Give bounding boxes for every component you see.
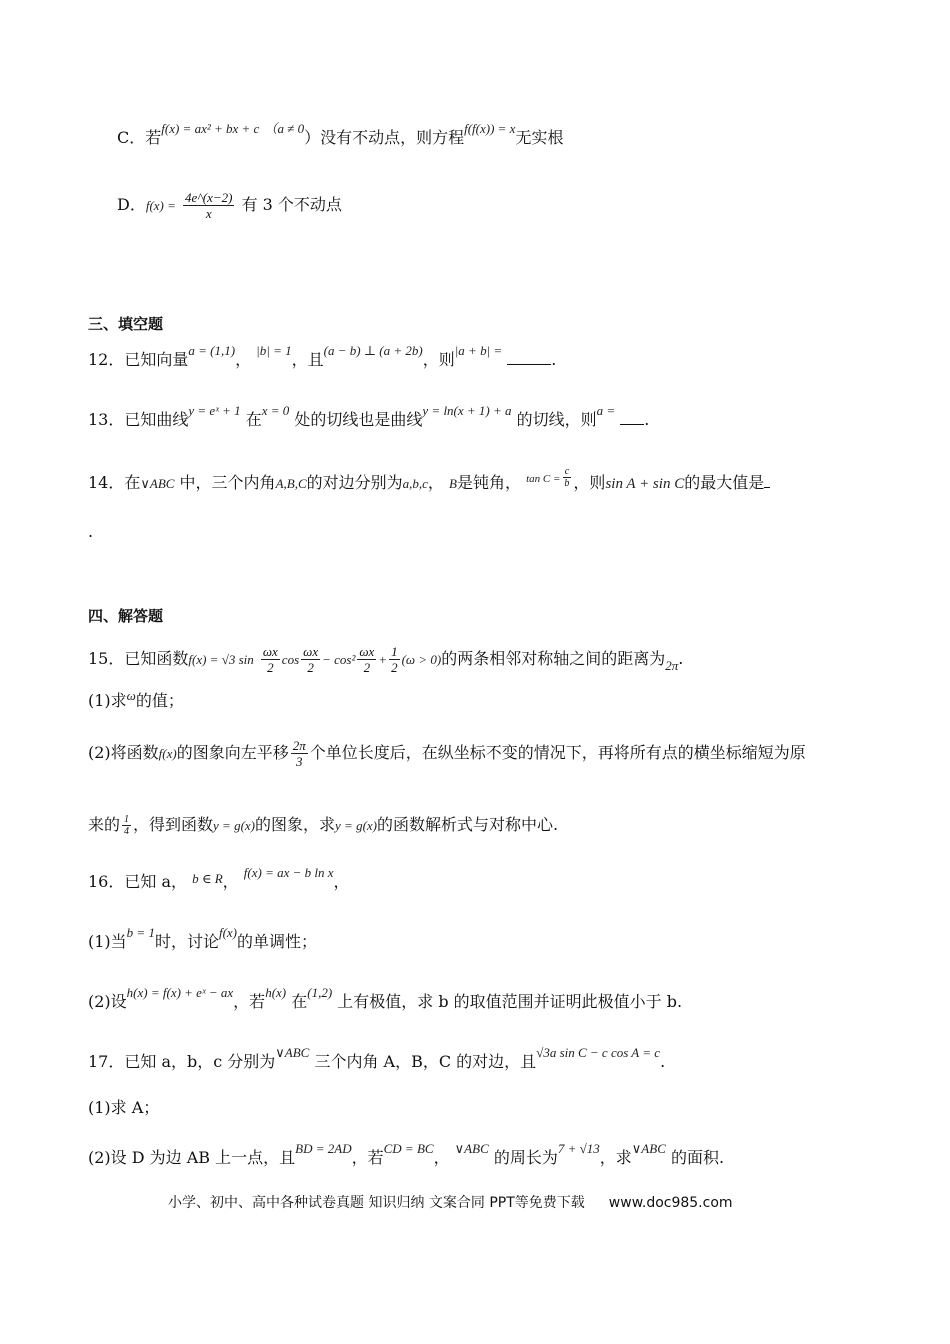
math-b-in-r: b ∈ R [192, 871, 223, 886]
q14-text: ， [427, 473, 444, 492]
q17-p2-text: ，若 [351, 1148, 384, 1167]
q13-text: 在 [245, 410, 262, 429]
math-fraction [389, 644, 400, 675]
math-norm-b: |b| = 1 [256, 343, 292, 358]
math-fx: f(x) [158, 746, 177, 761]
q13-end: . [644, 410, 650, 429]
fraction-denominator: 2 [307, 660, 314, 675]
math-condition: √3a sin C − c cos A = c [536, 1045, 661, 1060]
question-15-part-1 [88, 688, 184, 712]
q15-p1-text: 的值； [135, 691, 184, 710]
q15-p2-text: (2)将函数 [88, 743, 159, 762]
q16-p2-text: (2)设 [88, 992, 127, 1011]
math-perpendicular: (a − b) ⊥ (a + 2b) [323, 343, 423, 358]
option-d-label: D． [117, 195, 146, 214]
math-fraction [261, 644, 280, 675]
math-cos: cos [281, 652, 300, 667]
math-fraction [357, 644, 376, 675]
math-plus: + [378, 652, 388, 667]
footer-url[interactable]: www.doc985.com [608, 1195, 733, 1211]
q12-label: 12．已知向量 [88, 350, 189, 369]
math-sides: a,b,c [402, 476, 428, 491]
q16-text: ， [333, 872, 350, 891]
question-15 [88, 644, 683, 675]
q15-p1-text: (1)求 [88, 691, 127, 710]
math-fx-quadratic: f(x) = ax² + bx + c [161, 121, 260, 136]
math-triangle: ∨ABC [454, 1141, 489, 1156]
q12-end: . [551, 350, 557, 369]
q16-text: ， [222, 872, 239, 891]
fraction-denominator: 4 [124, 826, 130, 837]
math-fraction [291, 738, 308, 769]
q15-p2-text: 个单位长度后，在纵坐标不变的情况下，再将所有点的横坐标缩短为原 [309, 743, 806, 762]
q16-p1-text: (1)当 [88, 932, 127, 951]
math-hx-short: h(x) [265, 985, 287, 1000]
math-triangle: ∨ABC [140, 476, 175, 491]
q14-text: ，则 [573, 473, 606, 492]
math-omega-positive: (ω > 0) [401, 652, 442, 667]
question-17 [88, 1045, 666, 1073]
math-curve-ln: y = ln(x + 1) + a [422, 403, 512, 418]
question-14 [88, 466, 770, 495]
option-c [117, 121, 564, 149]
option-d [117, 190, 342, 221]
fraction-denominator: 3 [295, 754, 303, 769]
q13-label: 13．已知曲线 [88, 410, 189, 429]
math-sin-sum: sin A + sin C [605, 476, 685, 492]
fraction-denominator: x [205, 206, 212, 221]
math-vector-a: a = (1,1) [188, 343, 236, 358]
q16-p2-text: 上有极值，求 b 的取值范围并证明此极值小于 b. [337, 992, 683, 1011]
question-16 [88, 865, 350, 893]
math-curve-exp: y = eˣ + 1 [188, 403, 241, 418]
q15-end: . [678, 649, 684, 668]
section-heading-solve: 四、解答题 [88, 607, 164, 625]
fraction-numerator: c [564, 466, 570, 477]
math-angle-b: B [449, 476, 457, 491]
math-triangle: ∨ABC [631, 1141, 666, 1156]
math-interval: (1,2) [307, 985, 333, 1000]
math-fraction [122, 814, 131, 837]
q17-p2-text: ，求 [599, 1148, 632, 1167]
q15-p2-text: 的函数解析式与对称中心. [377, 815, 559, 834]
fraction-numerator: ωx [262, 644, 278, 659]
q14-text: 中，三个内角 [179, 473, 276, 492]
math-fx-log: f(x) = ax − b ln x [243, 865, 334, 880]
q14-text: 的对边分别为 [306, 473, 403, 492]
answer-blank [507, 350, 551, 365]
question-17-part-2 [88, 1141, 725, 1169]
fraction-numerator: 1 [391, 644, 398, 659]
paren: （ [264, 121, 278, 136]
fraction-denominator: b [564, 478, 570, 489]
q16-p1-text: 的单调性； [237, 932, 318, 951]
q12-text: ，且 [291, 350, 324, 369]
q17-end: . [660, 1052, 666, 1071]
question-16-part-2 [88, 985, 683, 1013]
fraction-numerator: 2π [292, 738, 306, 753]
option-c-label: C．若 [117, 128, 162, 147]
math-bd-2ad: BD = 2AD [295, 1141, 352, 1156]
q15-p2-text: 来的 [88, 815, 121, 834]
fraction-numerator: ωx [359, 644, 375, 659]
q15-text: 的两条相邻对称轴之间的距离为 [441, 649, 666, 668]
q15-p2-text: 的图象向左平移 [176, 743, 289, 762]
math-angles: A,B,C [275, 476, 307, 491]
q14-text: 的最大值是 [684, 473, 765, 492]
math-fraction [301, 644, 320, 675]
math-x-zero: x = 0 [261, 403, 290, 418]
math-y-gx: y = g(x) [213, 818, 256, 833]
q17-p2-text: 的面积. [670, 1148, 725, 1167]
fraction-denominator: 2 [267, 660, 274, 675]
math-b-eq-1: b = 1 [126, 925, 155, 940]
math-fraction [183, 190, 234, 221]
q13-text: 处的切线也是曲线 [294, 410, 423, 429]
math-tan-c: tan C = [526, 473, 561, 485]
option-c-text-end: 无实根 [515, 128, 564, 147]
fraction-numerator: 1 [124, 814, 130, 825]
page-footer [168, 1192, 733, 1212]
math-y-gx: y = g(x) [335, 818, 378, 833]
q17-label: 17．已知 a，b，c 分别为 [88, 1052, 276, 1071]
math-cos-squared: − cos² [322, 652, 356, 667]
q17-p2-text: 的周长为 [493, 1148, 558, 1167]
question-14-continued: . [88, 522, 94, 541]
q15-p2-text: 的图象，求 [255, 815, 336, 834]
math-ffx-eq-x: f(f(x)) = x [464, 121, 516, 136]
q14-label: 14．在 [88, 473, 141, 492]
question-12 [88, 343, 557, 371]
q16-p2-text: ，若 [233, 992, 266, 1011]
math-fx-lhs: f(x) = [145, 198, 176, 213]
q17-p2-text: ， [433, 1148, 450, 1167]
math-omega: ω [126, 688, 136, 703]
math-cd-bc: CD = BC [383, 1141, 434, 1156]
math-norm-sum: |a + b| = [454, 343, 503, 358]
math-sqrt3-sin: f(x) = √3 sin [188, 652, 254, 667]
q13-text: 的切线，则 [516, 410, 597, 429]
q15-label: 15．已知函数 [88, 649, 189, 668]
math-hx: h(x) = f(x) + eˣ − ax [126, 985, 234, 1000]
math-a-eq: a = [596, 403, 616, 418]
math-fraction [562, 466, 571, 489]
q17-p2-text: (2)设 D 为边 AB 上一点，且 [88, 1148, 296, 1167]
fraction-denominator: 2 [391, 660, 398, 675]
q15-p2-text: ，得到函数 [133, 815, 214, 834]
question-15-part-2-continued [88, 814, 558, 837]
q16-p2-text: 在 [291, 992, 308, 1011]
question-15-part-2 [88, 738, 806, 769]
q14-text: 是钝角， [456, 473, 521, 492]
q12-text: ， [235, 350, 252, 369]
question-13 [88, 403, 650, 431]
answer-blank [620, 410, 644, 425]
footer-text: 小学、初中、高中各种试卷真题 知识归纳 文案合同 PPT等免费下载 [168, 1195, 585, 1211]
q12-text: ，则 [422, 350, 455, 369]
math-2pi: 2π [665, 658, 679, 673]
q16-label: 16．已知 a， [88, 872, 187, 891]
math-fx: f(x) [218, 925, 238, 940]
fraction-denominator: 2 [363, 660, 371, 675]
math-perimeter: 7 + √13 [557, 1141, 600, 1156]
q16-p1-text: 时，讨论 [154, 932, 219, 951]
answer-blank [764, 473, 770, 488]
fraction-numerator: 4e^(x−2) [185, 190, 233, 205]
fraction-numerator: ωx [303, 644, 319, 659]
math-triangle: ∨ABC [275, 1045, 310, 1060]
math-a-nonzero: a ≠ 0 [277, 121, 305, 136]
question-16-part-1 [88, 925, 318, 953]
section-heading-fill-blank: 三、填空题 [88, 315, 164, 333]
option-d-text: 有 3 个不动点 [241, 195, 342, 214]
q17-text: 三个内角 A，B，C 的对边，且 [314, 1052, 537, 1071]
option-c-text: ）没有不动点，则方程 [304, 128, 465, 147]
question-17-part-1: (1)求 A； [88, 1098, 160, 1117]
